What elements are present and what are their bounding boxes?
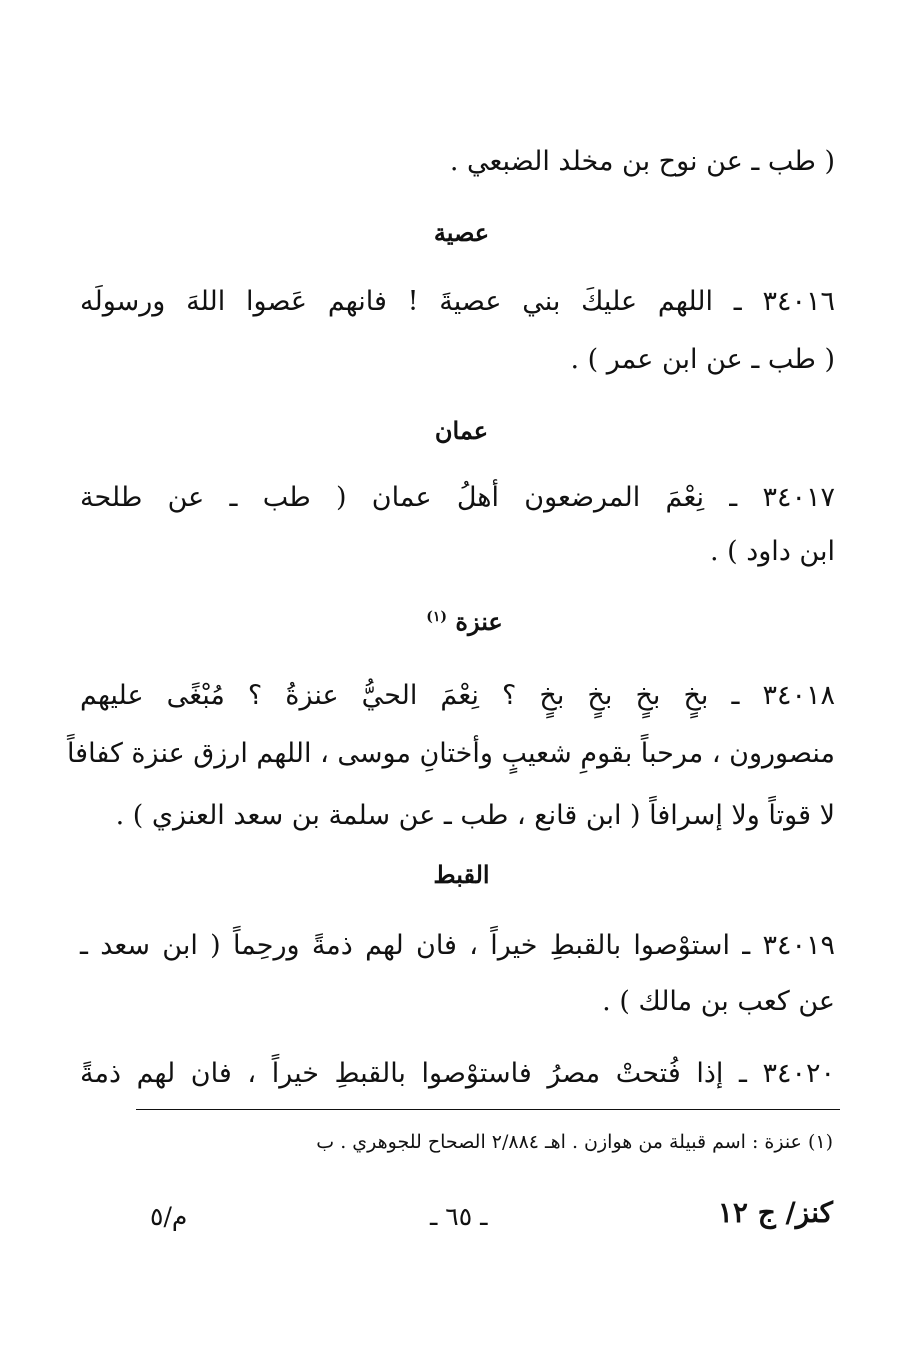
- section-heading-anaza: [0, 600, 923, 639]
- heading-text: عنزة: [455, 607, 503, 636]
- text-line-4: ٣٤٠١٧ ـ نِعْمَ المرضعون أهلُ عمان ( طب ـ عن طلحة: [80, 482, 835, 513]
- section-heading-copts: القبط: [433, 860, 490, 889]
- section-heading-oman: عمان: [434, 416, 489, 445]
- text-line-7: منصورون ، مرحباً بقومِ شعيبٍ وأختانِ موسى ، اللهم ارزق عنزة كفافاً: [66, 738, 835, 769]
- text-line-3: ( طب ـ عن ابن عمر ) .: [570, 344, 835, 375]
- footnote-marker: (١): [426, 609, 448, 625]
- text-line-2: ٣٤٠١٦ ـ اللهم عليكَ بني عصيةَ ! فانهم عَصوا اللهَ ورسولَه: [80, 286, 835, 317]
- footer-signature: م/٥: [150, 1202, 188, 1231]
- book-volume-mark: كنز/ ج ١٢: [717, 1196, 833, 1229]
- text-line-5: ابن داود ) .: [709, 536, 835, 567]
- text-line-8: لا قوتاً ولا إسرافاً ( ابن قانع ، طب ـ عن سلمة بن سعد العنزي ) .: [115, 800, 835, 831]
- text-line-1: ( طب ـ عن نوح بن مخلد الضبعي .: [449, 146, 835, 177]
- text-line-9: ٣٤٠١٩ ـ استوْصوا بالقبطِ خيراً ، فان لهم ذمةً ورحِماً ( ابن سعد ـ: [80, 930, 835, 961]
- text-line-10: عن كعب بن مالك ) .: [602, 986, 835, 1017]
- text-line-6: ٣٤٠١٨ ـ بخٍ بخٍ بخٍ بخٍ ؟ نِعْمَ الحيُّ عنزةُ ؟ مُبْغًى عليهم: [80, 680, 835, 711]
- footnote-divider: [136, 1109, 840, 1110]
- text-line-11: ٣٤٠٢٠ ـ إذا فُتحتْ مصرُ فاستوْصوا بالقبطِ خيراً ، فان لهم ذمةً: [80, 1058, 835, 1089]
- section-heading-asiyya: عصية: [433, 218, 490, 247]
- page-number: ـ ٦٥ ـ: [430, 1202, 488, 1231]
- footnote-text: (١) عنزة : اسم قبيلة من هوازن . اهـ ٢/٨٨٤ الصحاح للجوهري . ب: [316, 1131, 833, 1153]
